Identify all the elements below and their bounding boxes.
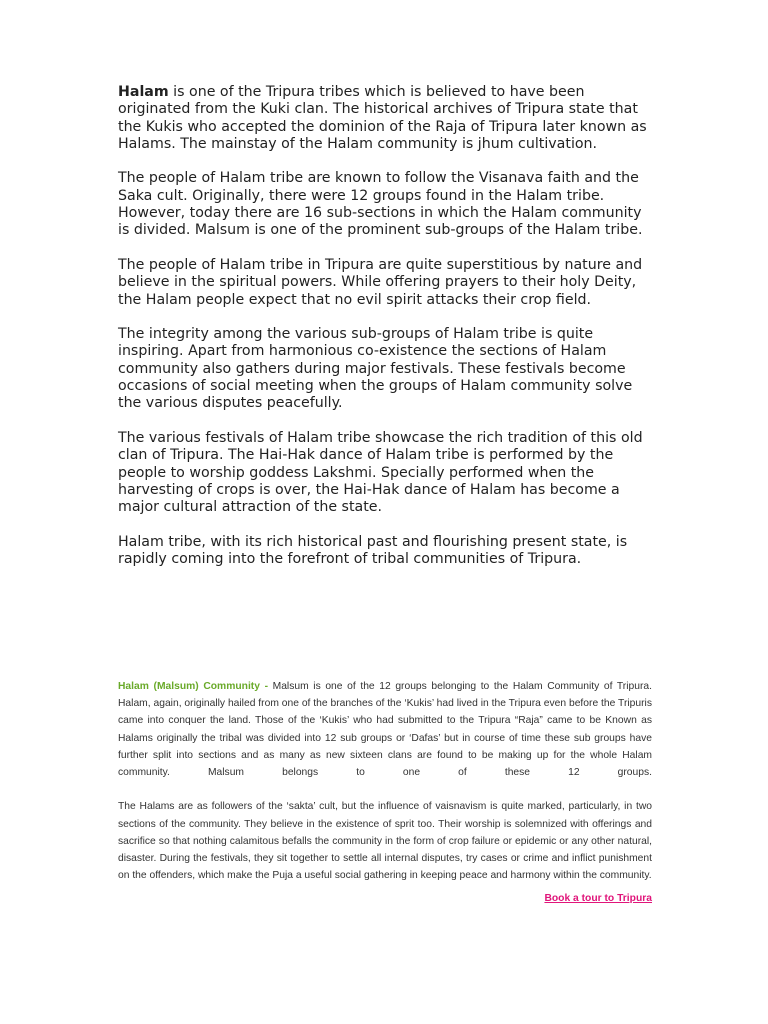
excerpt-section [118,678,652,907]
excerpt-paragraph-2: The Halams are as followers of the ‘sakta’ cult, but the influence of vaisnavism is quite marked, particularly, in two sections of the community. They believe in the existence of sprit too. Their worship is solemnized with offerings and sacrifice so that nothing calamitous befalls the community in the form of crop failure or epidemic or any other natural, disaster. During the festivals, they sit together to settle all internal disputes, try cases or crime and inflict punishment on the offenders, which make the Puja a useful social gathering in keeping peace and harmony within the community. [118,801,652,882]
excerpt-heading: Halam (Malsum) Community - [118,681,273,692]
article-paragraph-4: The integrity among the various sub-groups of Halam tribe is quite inspiring. Apart from harmonious co-existence the sections of Halam community also gathers during major festivals. These festivals become occasions of social meeting when the groups of Halam community solve the various disputes peacefully. [118,326,633,412]
article-paragraph-2: The people of Halam tribe are known to follow the Visanava faith and the Saka cult. Originally, there were 12 groups found in the Halam tribe. However, today there are 16 sub-sections in which the Halam community is divided. Malsum is one of the prominent sub-groups of the Halam tribe. [118,170,643,239]
article-lead-word: Halam [118,84,169,100]
article-body [118,84,652,586]
article-paragraph-5: The various festivals of Halam tribe showcase the rich tradition of this old clan of Tripura. The Hai-Hak dance of Halam tribe is performed by the people to worship goddess Lakshmi. Specially performed when the harvesting of crops is over, the Hai-Hak dance of Halam has become a major cultural attraction of the state. [118,429,643,516]
excerpt-paragraph-1 [118,678,652,781]
book-tour-link[interactable]: Book a tour to Tripura [544,892,652,904]
article-paragraph-1 [118,84,652,153]
article-paragraph-1-text: is one of the Tripura tribes which is believed to have been originated from the Kuki clan. The historical archives of Tripura state that the Kukis who accepted the dominion of the Raja of Tripura later known as Halams. The mainstay of the Halam community is jhum cultivation. [118,84,647,152]
article-paragraph-3: The people of Halam tribe in Tripura are quite superstitious by nature and believe in the spiritual powers. While offering prayers to their holy Deity, the Halam people expect that no evil spirit attacks their crop field. [118,256,643,308]
article-paragraph-6: Halam tribe, with its rich historical past and flourishing present state, is rapidly coming into the forefront of tribal communities of Tripura. [118,533,628,568]
book-tour-container [118,890,652,907]
excerpt-paragraph-1-text: Malsum is one of the 12 groups belonging to the Halam Community of Tripura. Halam, again, originally hailed from one of the branches of the ‘Kukis’ had lived in the Tripura even before the Tripuris came into conquer the land. Those of the ‘Kukis’ who had submitted to the Tripura “Raja” came to be Known as Halams originally the tribal was divided into 12 sub groups or ‘Dafas’ but in course of time these sub groups have further split into sections and as many as new sixteen clans are found to be making up for the whole Halam community. Malsum belongs to one of these 12 groups. [118,681,652,779]
